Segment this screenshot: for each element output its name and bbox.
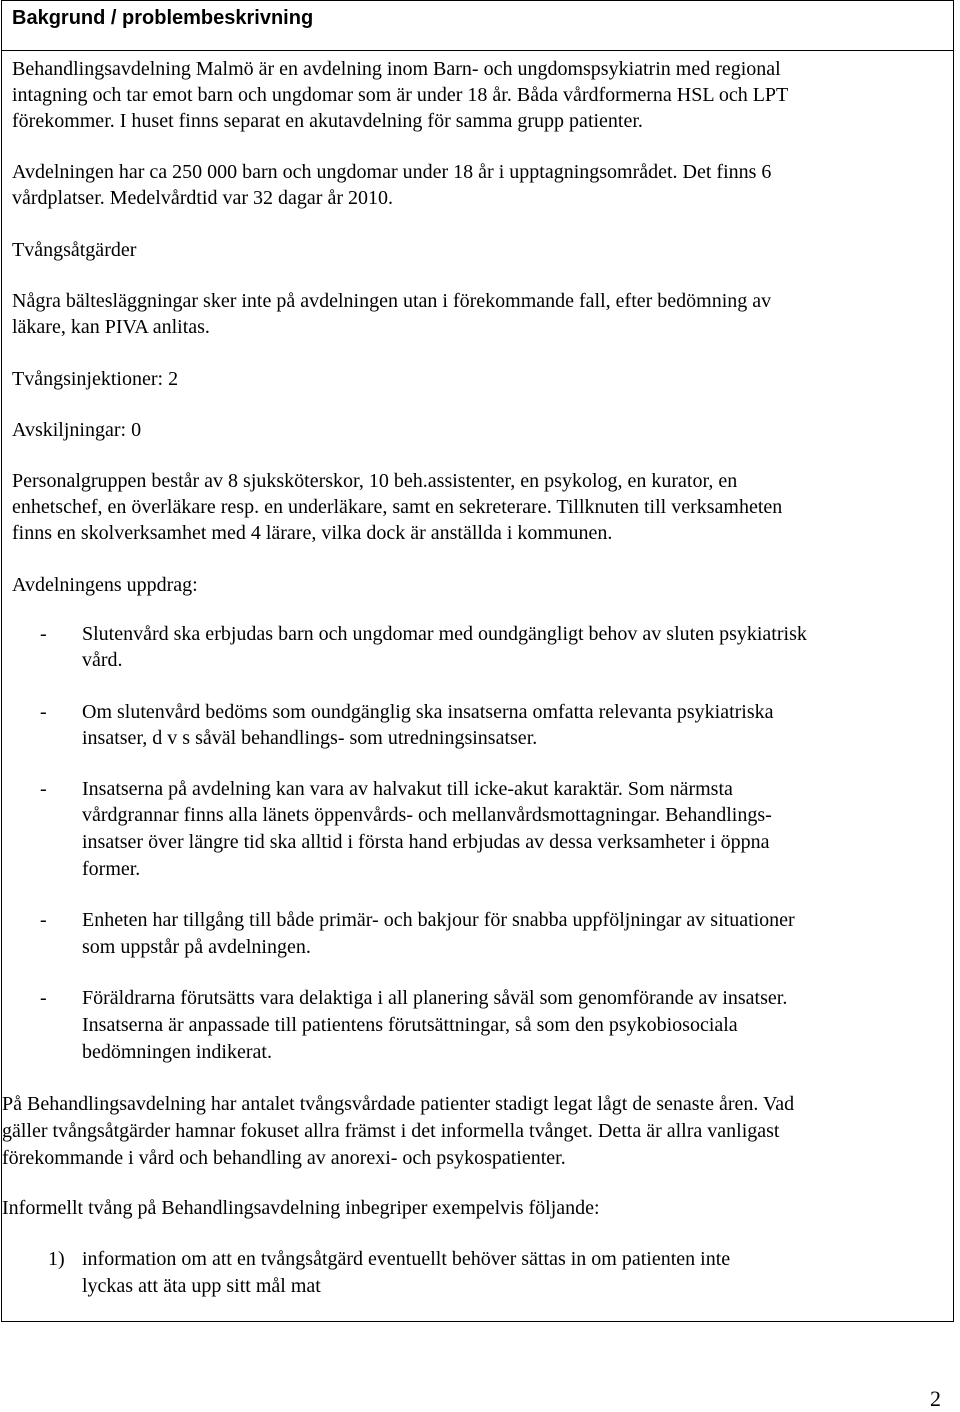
paragraph-line: enhetschef, en överläkare resp. en underläkare, samt en sekreterare. Tillknuten till verksamheten <box>12 496 783 518</box>
bullet-line: bedömningen indikerat. <box>82 1041 272 1063</box>
paragraph-line: Avdelningen har ca 250 000 barn och ungdomar under 18 år i upptagningsområdet. Det finns 6 <box>12 161 772 183</box>
paragraph-line: Personalgruppen består av 8 sjuksköterskor, 10 beh.assistenter, en psykolog, en kurator, en <box>12 470 738 492</box>
paragraph-line: vårdplatser. Medelvårdtid var 32 dagar år 2010. <box>12 187 393 209</box>
subheading-coercive-measures: Tvångsåtgärder <box>12 239 137 261</box>
paragraph-line: Behandlingsavdelning Malmö är en avdelning inom Barn- och ungdomspsykiatrin med regional <box>12 58 781 80</box>
paragraph-line: läkare, kan PIVA anlitas. <box>12 316 210 338</box>
stat-seclusions: Avskiljningar: 0 <box>12 419 142 441</box>
paragraph-line: Informellt tvång på Behandlingsavdelning inbegriper exempelvis följande: <box>2 1197 600 1219</box>
stat-injections: Tvångsinjektioner: 2 <box>12 368 179 390</box>
bullet-line: Om slutenvård bedöms som oundgänglig ska insatserna omfatta relevanta psykiatriska <box>82 701 774 723</box>
bullet-marker: - <box>40 909 47 931</box>
bullet-line: Insatserna på avdelning kan vara av halvakut till icke-akut karaktär. Som närmsta <box>82 778 733 800</box>
bullet-line: Enheten har tillgång till både primär- och bakjour för snabba uppföljningar av situationer <box>82 909 795 931</box>
numbered-line: information om att en tvångsåtgärd eventuellt behöver sättas in om patienten inte <box>82 1248 731 1270</box>
paragraph-line: förekommer. I huset finns separat en akutavdelning för samma grupp patienter. <box>12 110 643 132</box>
paragraph-line: gäller tvångsåtgärder hamnar fokuset allra främst i det informella tvånget. Detta är allra vanligast <box>2 1120 780 1142</box>
bullet-marker: - <box>40 623 47 645</box>
bullet-line: former. <box>82 858 141 880</box>
numbered-line: lyckas att äta upp sitt mål mat <box>82 1275 321 1297</box>
section-heading: Bakgrund / problembeskrivning <box>12 7 314 29</box>
paragraph-line: förekommande i vård och behandling av anorexi- och psykospatienter. <box>2 1147 566 1169</box>
bullet-marker: - <box>40 778 47 800</box>
numbered-marker: 1) <box>48 1248 65 1270</box>
paragraph-line: Några bältesläggningar sker inte på avdelningen utan i förekommande fall, efter bedömning av <box>12 290 772 312</box>
bullet-line: som uppstår på avdelningen. <box>82 936 311 958</box>
bullet-marker: - <box>40 987 47 1009</box>
bullet-line: insatser över längre tid ska alltid i första hand erbjudas av dessa verksamheter i öppna <box>82 831 770 853</box>
paragraph-line: intagning och tar emot barn och ungdomar som är under 18 år. Båda vårdformerna HSL och LPT <box>12 84 789 106</box>
bullet-line: vårdgrannar finns alla länets öppenvårds- och mellanvårdsmottagningar. Behandlings- <box>82 804 772 826</box>
bullet-line: Slutenvård ska erbjudas barn och ungdomar med oundgängligt behov av sluten psykiatrisk <box>82 623 807 645</box>
bullet-line: Insatserna är anpassade till patientens förutsättningar, så som den psykobiosociala <box>82 1014 738 1036</box>
paragraph-line: På Behandlingsavdelning har antalet tvångsvårdade patienter stadigt legat lågt de senaste åren. Vad <box>2 1093 795 1115</box>
paragraph-line: finns en skolverksamhet med 4 lärare, vilka dock är anställda i kommunen. <box>12 522 613 544</box>
bullet-line: Föräldrarna förutsätts vara delaktiga i all planering såväl som genomförande av insatser. <box>82 987 788 1009</box>
page-number: 2 <box>930 1386 941 1411</box>
table-header-row <box>2 1 953 51</box>
subheading-mission: Avdelningens uppdrag: <box>12 574 198 596</box>
bullet-marker: - <box>40 701 47 723</box>
bullet-line: insatser, d v s såväl behandlings- som utredningsinsatser. <box>82 727 538 749</box>
bullet-line: vård. <box>82 649 123 671</box>
